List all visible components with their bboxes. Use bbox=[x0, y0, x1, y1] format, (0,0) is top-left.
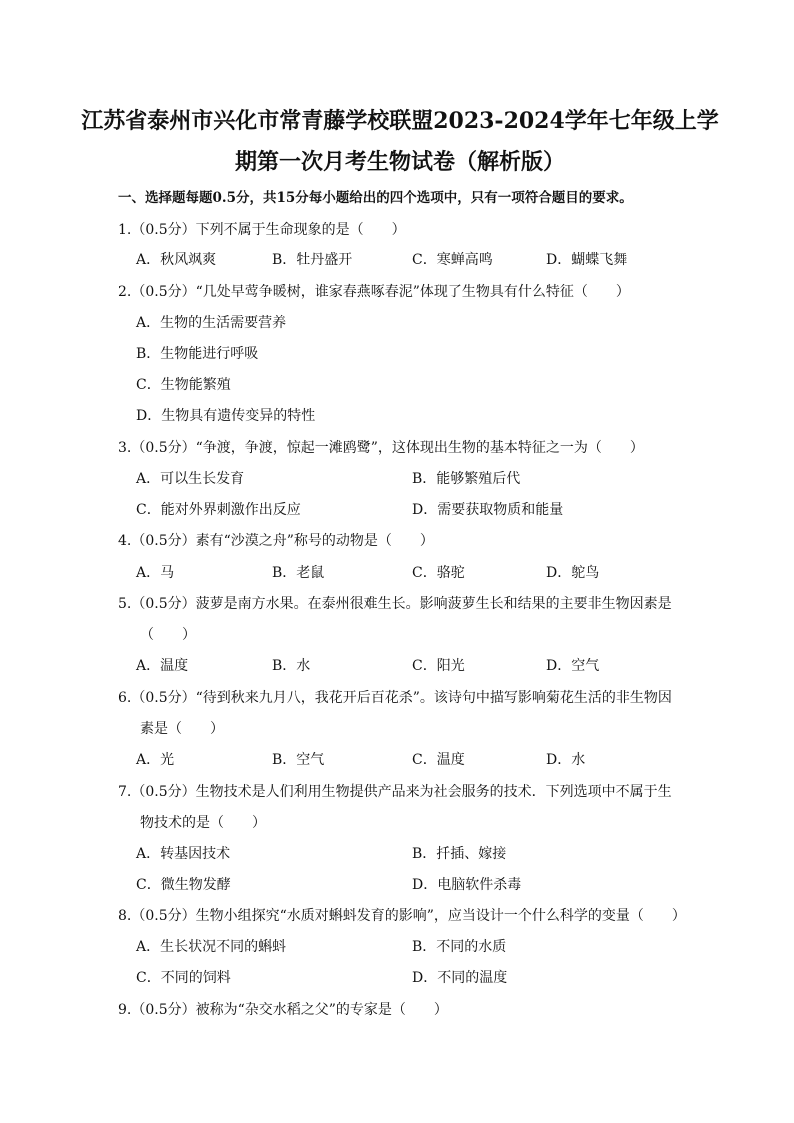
page-title-line-1: 江苏省泰州市兴化市常青藤学校联盟2023-2024学年七年级上学 bbox=[81, 108, 719, 134]
question-1-option-b: B．牡丹盛开 bbox=[272, 252, 353, 268]
question-7-option-a: A．转基因技术 bbox=[136, 846, 231, 862]
question-8-option-d: D．不同的温度 bbox=[412, 970, 508, 986]
question-7-stem-continued: 物技术的是（ ） bbox=[140, 815, 266, 831]
question-6-option-a: A．光 bbox=[136, 752, 175, 768]
question-4-option-b: B．老鼠 bbox=[272, 565, 325, 581]
question-6-stem: 6.（0.5分）“待到秋来九月八，我花开后百花杀”。该诗句中描写影响菊花生活的非生物因 bbox=[118, 690, 672, 706]
question-3-option-c: C．能对外界刺激作出反应 bbox=[136, 502, 301, 518]
question-7-option-c: C．微生物发酵 bbox=[136, 877, 231, 893]
question-6-option-b: B．空气 bbox=[272, 752, 325, 768]
page-title-line-2: 期第一次月考生物试卷（解析版） bbox=[234, 149, 565, 175]
section-heading: 一、选择题每题0.5分，共15分每小题给出的四个选项中，只有一项符合题目的要求。 bbox=[118, 190, 633, 206]
question-4-option-d: D．鸵鸟 bbox=[546, 565, 600, 581]
question-5-option-a: A．温度 bbox=[136, 658, 189, 674]
question-1-stem: 1.（0.5分）下列不属于生命现象的是（ ） bbox=[118, 222, 406, 238]
question-7-option-b: B．扦插、嫁接 bbox=[412, 846, 507, 862]
question-2-option-c: C．生物能繁殖 bbox=[136, 377, 231, 393]
question-1-option-a: A．秋风飒爽 bbox=[136, 252, 217, 268]
question-8-option-c: C．不同的饲料 bbox=[136, 970, 231, 986]
question-2-option-a: A．生物的生活需要营养 bbox=[136, 315, 287, 331]
question-3-stem: 3.（0.5分）“争渡，争渡，惊起一滩鸥鹭”，这体现出生物的基本特征之一为（ ） bbox=[118, 440, 644, 456]
question-5-option-b: B．水 bbox=[272, 658, 311, 674]
question-2-option-d: D．生物具有遗传变异的特性 bbox=[136, 408, 316, 424]
question-6-option-d: D．水 bbox=[546, 752, 586, 768]
question-5-stem: 5.（0.5分）菠萝是南方水果。在泰州很难生长。影响菠萝生长和结果的主要非生物因素是 bbox=[118, 596, 672, 612]
question-1-option-d: D．蝴蝶飞舞 bbox=[546, 252, 628, 268]
question-6-option-c: C．温度 bbox=[412, 752, 465, 768]
question-3-option-a: A．可以生长发育 bbox=[136, 471, 245, 487]
question-4-stem: 4.（0.5分）素有“沙漠之舟”称号的动物是（ ） bbox=[118, 533, 434, 549]
question-5-stem-continued: （ ） bbox=[140, 627, 196, 643]
question-6-stem-continued: 素是（ ） bbox=[140, 721, 224, 737]
question-7-stem: 7.（0.5分）生物技术是人们利用生物提供产品来为社会服务的技术．下列选项中不属于生 bbox=[118, 784, 672, 800]
question-8-option-b: B．不同的水质 bbox=[412, 939, 507, 955]
question-5-option-d: D．空气 bbox=[546, 658, 600, 674]
question-8-option-a: A．生长状况不同的蝌蚪 bbox=[136, 939, 287, 955]
question-4-option-a: A．马 bbox=[136, 565, 175, 581]
question-4-option-c: C．骆驼 bbox=[412, 565, 465, 581]
question-2-option-b: B．生物能进行呼吸 bbox=[136, 346, 259, 362]
question-3-option-b: B．能够繁殖后代 bbox=[412, 471, 521, 487]
question-9-stem: 9.（0.5分）被称为“杂交水稻之父”的专家是（ ） bbox=[118, 1002, 448, 1018]
question-5-option-c: C．阳光 bbox=[412, 658, 465, 674]
question-7-option-d: D．电脑软件杀毒 bbox=[412, 877, 522, 893]
question-3-option-d: D．需要获取物质和能量 bbox=[412, 502, 564, 518]
question-1-option-c: C．寒蝉高鸣 bbox=[412, 252, 493, 268]
question-2-stem: 2.（0.5分）“几处早莺争暖树，谁家春燕啄春泥”体现了生物具有什么特征（ ） bbox=[118, 284, 630, 300]
question-8-stem: 8.（0.5分）生物小组探究“水质对蝌蚪发育的影响”，应当设计一个什么科学的变量（ ） bbox=[118, 908, 686, 924]
